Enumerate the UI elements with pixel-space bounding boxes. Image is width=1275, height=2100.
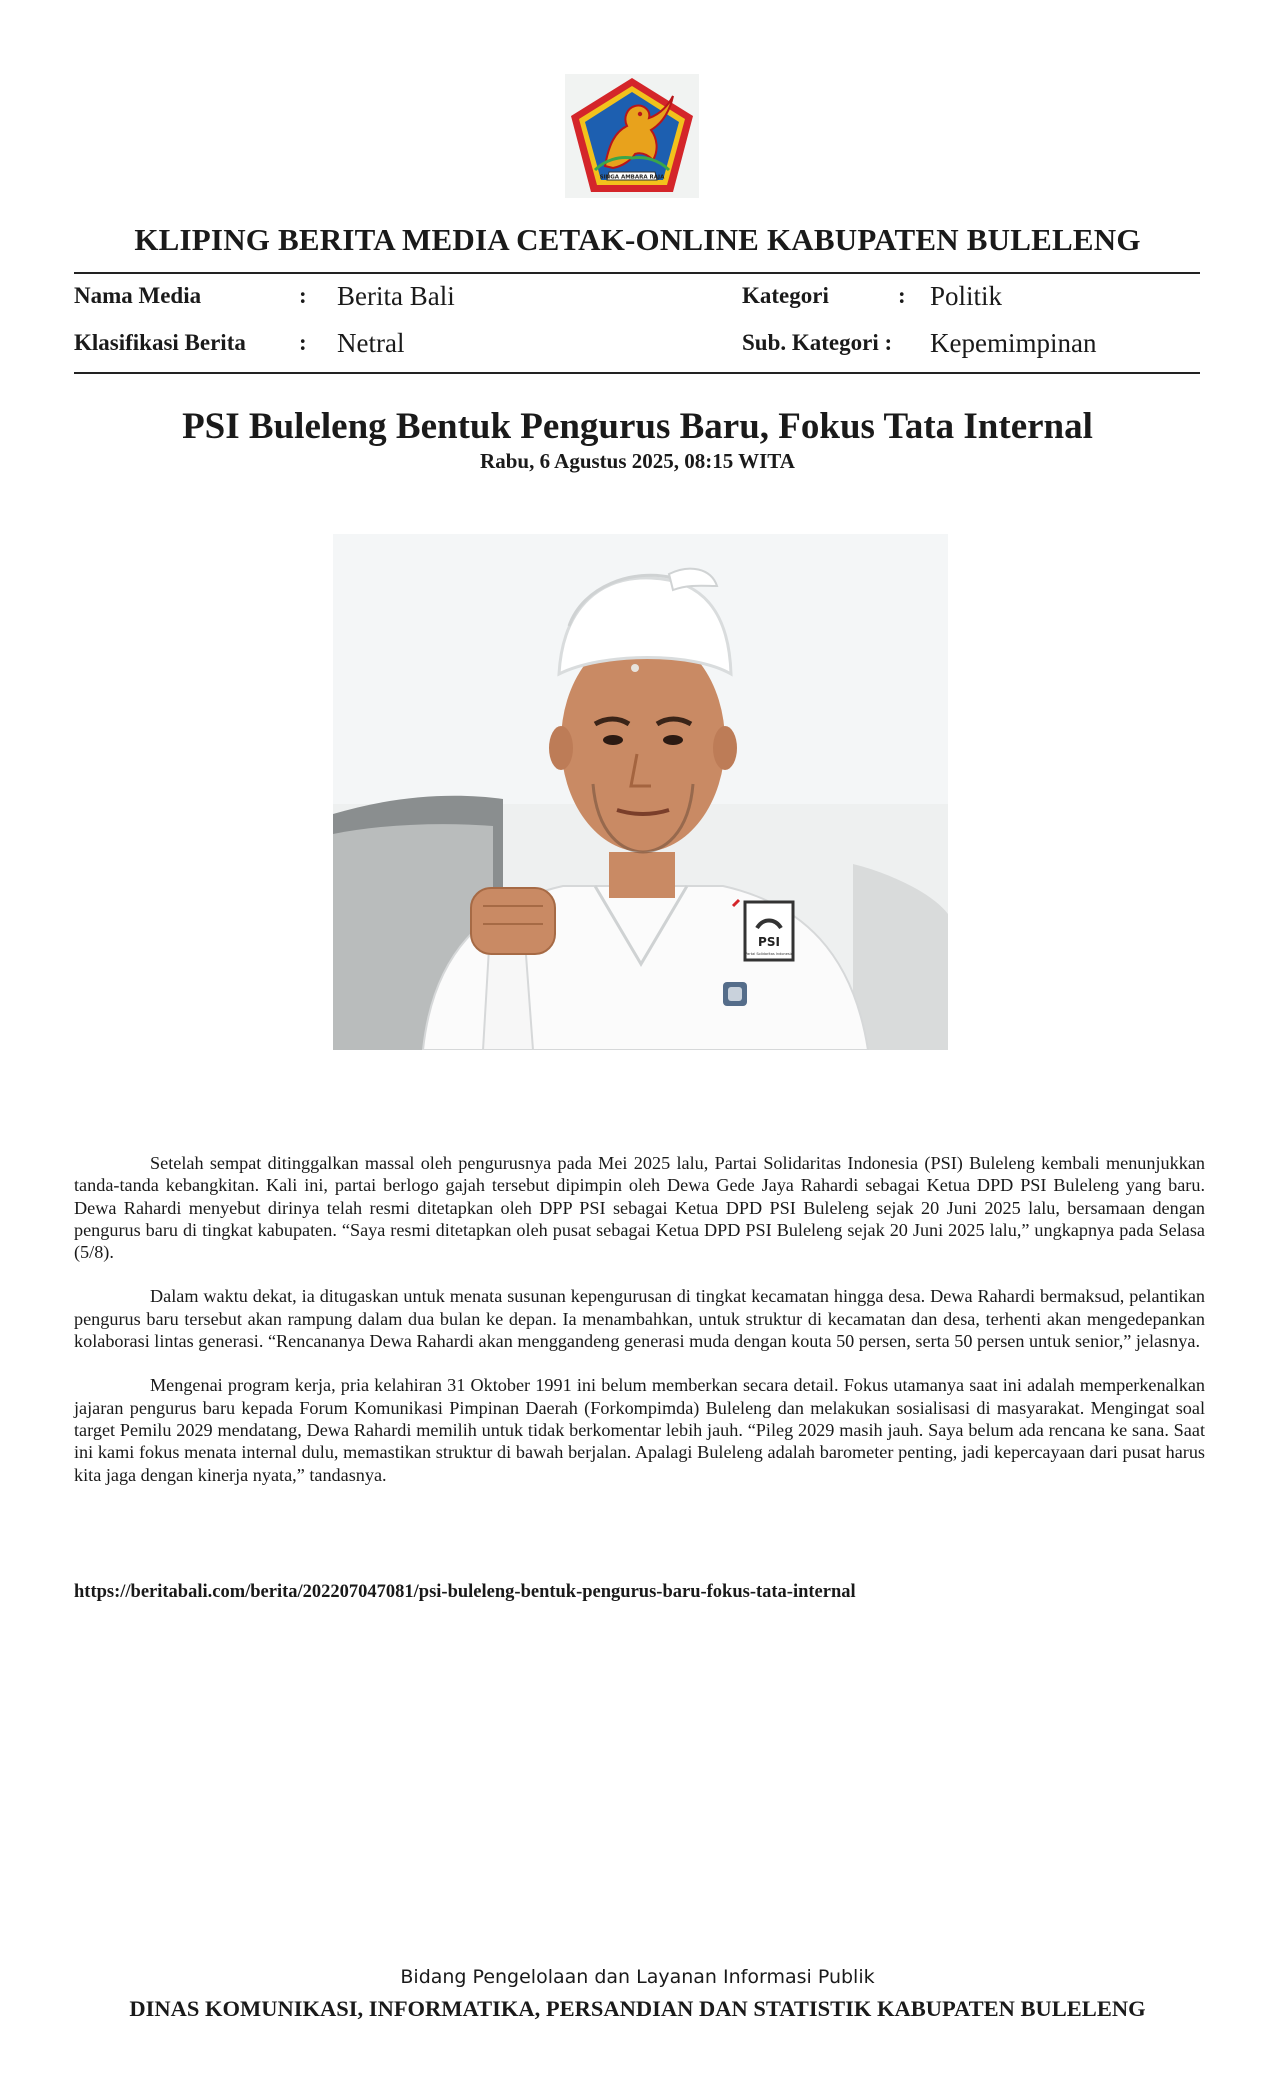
category-label: Kategori (742, 283, 829, 308)
regency-emblem-logo (565, 74, 699, 198)
classification-colon: : (299, 330, 307, 355)
article-paragraph: Setelah sempat ditinggalkan massal oleh pengurusnya pada Mei 2025 lalu, Partai Solidaritas Indonesia (PSI) Buleleng kembali menunjukkan tanda-tanda kebangkitan. Kali ini, partai berlogo gajah tersebut dipimpin oleh Dewa Gede Jaya Rahardi sebagai Ketua DPD PSI Buleleng yang baru. Dewa Rahardi menyebut dirinya telah resmi ditetapkan oleh DPP PSI sebagai Ketua DPD PSI Buleleng sejak 20 Juni 2025 lalu, bersamaan dengan pengurus baru di tingkat kabupaten. “Saya resmi ditetapkan oleh pusat sebagai Ketua DPD PSI Buleleng sejak 20 Juni 2025 lalu,” ungkapnya pada Selasa (5/8). (74, 1153, 1205, 1263)
media-name-value: Berita Bali (337, 281, 455, 311)
footer-agency: DINAS KOMUNIKASI, INFORMATIKA, PERSANDIAN DAN STATISTIK KABUPATEN BULELENG (129, 1996, 1146, 2021)
article-photo (333, 534, 948, 1050)
media-name-label: Nama Media (74, 283, 202, 308)
media-name-colon: : (299, 283, 307, 308)
subcategory-value: Kepemimpinan (930, 328, 1097, 358)
article-body (74, 1152, 1205, 1508)
category-colon: : (898, 283, 906, 308)
photo-badge-psi: PSI (758, 935, 780, 949)
subcategory-label: Sub. Kategori : (742, 330, 893, 355)
category-value: Politik (930, 281, 1003, 311)
article-paragraph: Mengenai program kerja, pria kelahiran 31 Oktober 1991 ini belum memberkan secara detail. Fokus utamanya saat ini adalah memperkenalkan jajaran pengurus baru kepada Forum Komunikasi Pimpinan Daerah (Forkompimda) Buleleng dan melakukan sosialisasi di masyarakat. Mengingat soal target Pemilu 2029 mendatang, Dewa Rahardi memilih untuk tidak berkomentar lebih jauh. “Pileg 2029 masih jauh. Saya belum ada rencana ke sana. Saat ini kami fokus menata internal dulu, memastikan struktur di bawah berjalan. Apalagi Buleleng adalah barometer penting, jadi kepercayaan dari pusat harus kita jaga dengan kinerja nyata,” tandasnya. (74, 1375, 1205, 1485)
article-headline: PSI Buleleng Bentuk Pengurus Baru, Fokus Tata Internal (182, 406, 1093, 447)
article-paragraph: Dalam waktu dekat, ia ditugaskan untuk menata susunan kepengurusan di tingkat kecamatan hingga desa. Dewa Rahardi bermaksud, pelantikan pengurus baru tersebut akan rampung dalam dua bulan ke depan. Ia menambahkan, untuk struktur di kecamatan dan desa, terhenti akan mengedepankan kolaborasi lintas generasi. “Rencananya Dewa Rahardi akan menggandeng generasi muda dengan kouta 50 persen, serta 50 persen untuk senior,” jelasnya. (74, 1286, 1205, 1352)
source-url-link[interactable]: https://beritabali.com/berita/202207047081/psi-buleleng-bentuk-pengurus-baru-fokus-tata-internal (74, 1582, 856, 1602)
photo-badge-sub: Partai Solidaritas Indonesia (745, 952, 793, 956)
article-date: Rabu, 6 Agustus 2025, 08:15 WITA (480, 449, 795, 473)
divider-bottom (74, 372, 1200, 374)
emblem-motto: SINGA AMBARA RAJA (599, 174, 665, 181)
footer-division: Bidang Pengelolaan dan Layanan Informasi Publik (400, 1966, 875, 1988)
classification-label: Klasifikasi Berita (74, 330, 246, 355)
clipping-title: KLIPING BERITA MEDIA CETAK-ONLINE KABUPATEN BULELENG (134, 222, 1141, 257)
divider-top (74, 272, 1200, 274)
classification-value: Netral (337, 328, 405, 358)
